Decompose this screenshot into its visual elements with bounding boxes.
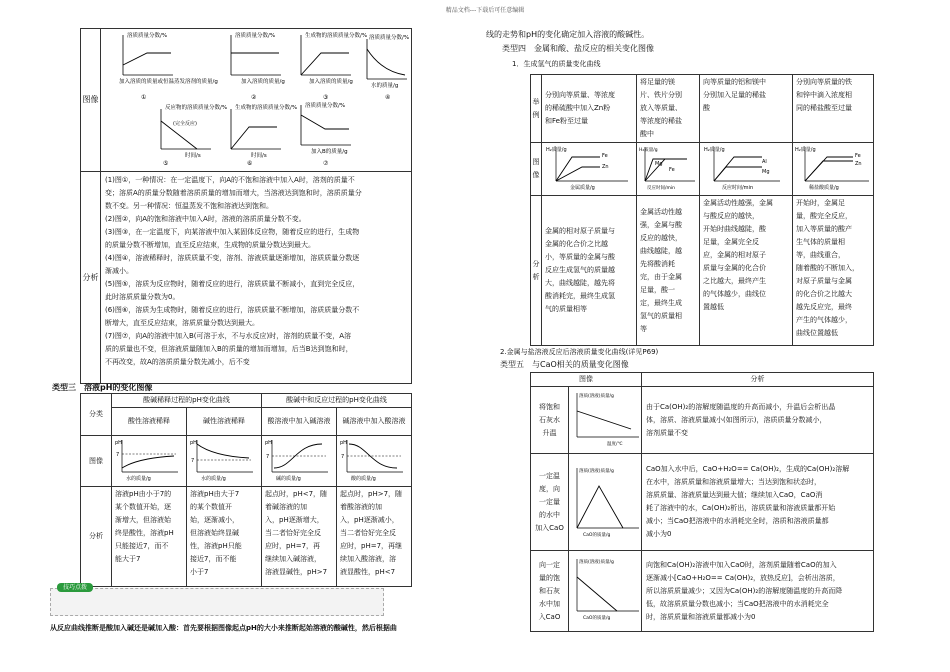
t5-row1-graph-cell bbox=[569, 387, 642, 454]
text-line: 在水中，溶质质量和溶液质量增大；当达到饱和状态时， bbox=[646, 478, 821, 486]
text-line: 金属的相对原子质量与 bbox=[545, 227, 615, 235]
ph-graph-1-xlabel: 水的质量/g bbox=[126, 476, 151, 482]
graph-1-ylabel: 溶质质量分数/% bbox=[127, 33, 168, 39]
t4-example-3 bbox=[700, 75, 793, 143]
ph-sub-base-dilution: 碱性溶液稀释 bbox=[187, 408, 262, 436]
t5-g2-curve bbox=[577, 486, 623, 528]
t4-graph-cell-4 bbox=[793, 143, 874, 196]
t5-g3-xlabel: CaO的质量/g bbox=[583, 616, 611, 621]
text-line: 应时，pH=7，再 bbox=[265, 542, 321, 550]
text-line: 的气体越少，曲线位 bbox=[703, 290, 766, 298]
t4-analysis-4 bbox=[793, 196, 874, 346]
text-line: 开始时曲线越陡，酸 bbox=[703, 225, 766, 233]
curve-4 bbox=[367, 49, 405, 75]
graph-5-num: ⑤ bbox=[163, 160, 169, 167]
t4-g4-s2: Zn bbox=[855, 161, 862, 167]
mass-fraction-table bbox=[80, 28, 412, 384]
t4-graph-1 bbox=[542, 143, 636, 191]
text-line: 生气体的质量相 bbox=[796, 238, 845, 246]
text-line: 足量，酸一 bbox=[640, 285, 675, 294]
text-line: 续加入酸溶液，溶 bbox=[340, 555, 396, 563]
type5-title: 类型五 与CaO相关的质量变化图像 bbox=[500, 360, 629, 369]
ph-graph-4-xlabel: 酸的质量/g bbox=[351, 476, 376, 482]
ph-cat-label: 分类 bbox=[81, 394, 112, 436]
text-line: 放入等质量、 bbox=[640, 104, 682, 112]
text-line: (1)图①，一种情况：在一定温度下，向A的不饱和溶液中加入A时，溶剂的质量不 bbox=[105, 176, 355, 184]
ph-graph-3-xlabel: 碱的质量/g bbox=[276, 476, 301, 482]
graph-cell bbox=[101, 29, 412, 172]
t5-g2-xlabel: CaO的质量/g bbox=[583, 533, 611, 538]
t5-row1-analysis bbox=[642, 387, 874, 454]
text-line: 和锌中滴入浓度相 bbox=[796, 91, 852, 99]
ph-graph-cell-4 bbox=[337, 436, 412, 487]
mass-fraction-graphs bbox=[101, 29, 411, 167]
text-line: 起点时，pH<7，随 bbox=[265, 490, 328, 498]
sub1-title: 1．生成氢气的质量变化曲线 bbox=[512, 60, 601, 68]
graph-1-xlabel: 加入溶质的质量或恒温蒸发溶剂的质量/g bbox=[119, 79, 218, 85]
text-line: 性，溶液pH只能 bbox=[190, 542, 242, 550]
t4-example-2 bbox=[637, 75, 700, 143]
text-line: 数不变。另一种情况：恒温蒸发不饱和溶液达到饱和。 bbox=[105, 202, 273, 210]
text-line: 向饱和Ca(OH)₂溶液中加入CaO时，溶剂质量随着CaO的加入 bbox=[646, 560, 837, 569]
text-line: 量，酸完全反应， bbox=[796, 212, 852, 220]
bottom-text: 从反应曲线推断是酸加入碱还是碱加入酸：首先要根据图像起点pH的大小来推断起始溶液的酸碱性，然后根据曲 bbox=[50, 624, 397, 632]
analysis-lines bbox=[105, 174, 407, 369]
graph-4 bbox=[367, 33, 409, 101]
graph-2-xlabel: 加入溶质的质量/g bbox=[241, 79, 285, 85]
t4-g2-curve-fe bbox=[645, 159, 687, 181]
text-line: 此时溶质质量分数为0。 bbox=[105, 293, 180, 301]
t4-g4-xlabel: 稀盐酸质量/g bbox=[809, 185, 839, 191]
t5-graph-1 bbox=[569, 387, 641, 449]
curve-6 bbox=[231, 127, 277, 149]
t4-g3-s1: Al bbox=[762, 159, 767, 165]
text-line: 之比越大，最终产生 bbox=[703, 277, 766, 285]
ph-graph-3 bbox=[262, 436, 336, 482]
text-line: 度，向 bbox=[539, 484, 560, 493]
t4-g4-s1: Fe bbox=[855, 153, 861, 159]
svg-text:pH: pH bbox=[190, 440, 197, 446]
text-line: 溶液pH由大于7 bbox=[190, 490, 240, 498]
t4-analysis-2 bbox=[637, 196, 700, 346]
text-line: 将饱和 bbox=[539, 402, 560, 411]
text-line: 渐增大，但溶液始 bbox=[115, 516, 171, 524]
ph-analysis-2 bbox=[187, 487, 262, 587]
text-line: 曲线位置越低 bbox=[796, 329, 838, 337]
text-line: 液显酸性，pH<7 bbox=[340, 568, 396, 576]
text-line: 溶质质量、溶液质量达到最大值；继续加入CaO，CaO消 bbox=[646, 491, 823, 499]
text-line: 逐渐减小[CaO+H₂O== Ca(OH)₂，放热反应]，会析出溶质， bbox=[646, 573, 840, 582]
text-line: 酸 bbox=[703, 104, 710, 112]
text-line: 断增大，直至反应结束，溶质质量分数达到最大。 bbox=[105, 319, 259, 327]
t5-row3-analysis bbox=[642, 551, 874, 632]
text-line: 耗了溶液中的水，Ca(OH)₂析出，溶质质量和溶液质量都开始 bbox=[646, 504, 836, 512]
text-line: 接近7，而不能 bbox=[190, 555, 237, 563]
text-line: 应，金属的相对原子 bbox=[703, 251, 766, 259]
text-line: 等 bbox=[640, 324, 647, 333]
curve-1 bbox=[123, 53, 171, 65]
sub2-title: 2.金属与盐溶液反应后溶液质量变化曲线(详见P69) bbox=[500, 348, 659, 356]
graph-5-ylabel: 反应物的溶质质量分数/% bbox=[165, 105, 228, 111]
svg-text:pH: pH bbox=[340, 440, 347, 446]
text-line: 着酸溶液的加 bbox=[340, 503, 382, 511]
text-line: 溶液显碱性，pH>7 bbox=[265, 568, 328, 576]
ph-graph-cell-3 bbox=[262, 436, 337, 487]
text-line: 曲线越陡，越 bbox=[640, 246, 682, 255]
text-line: 升温 bbox=[542, 428, 557, 437]
t4-image-label: 图像 bbox=[531, 143, 542, 196]
ph-group-dilution: 酸碱稀释过程的pH变化曲线 bbox=[112, 394, 262, 408]
text-line: 始，逐渐减小， bbox=[190, 516, 239, 524]
text-line: (6)图⑥，溶质为生成物时，随着反应的进行，溶质质量不断增加，溶质质量分数不 bbox=[105, 306, 360, 314]
graph-6 bbox=[231, 103, 297, 167]
ph-analysis-4 bbox=[337, 487, 412, 587]
ph-sub-acid-dilution: 酸性溶液稀释 bbox=[112, 408, 187, 436]
text-line: 量的饱 bbox=[539, 573, 560, 582]
svg-text:7: 7 bbox=[116, 452, 120, 458]
t5-g1-curve bbox=[577, 411, 631, 429]
text-line: 同的稀盐酸至过量 bbox=[796, 104, 852, 112]
text-line: (7)图⑦，向A的溶液中加入B(可溶于水，不与水反应)时，溶剂的质量不变，A溶 bbox=[105, 332, 352, 340]
t4-g2-curve-mg bbox=[645, 159, 687, 181]
graph-7-xlabel: 加入B的质量/g bbox=[311, 149, 348, 155]
t5-head-analysis: 分析 bbox=[642, 373, 874, 387]
text-line: 与酸反应的越快， bbox=[703, 212, 759, 220]
t4-example-label: 举例 bbox=[531, 75, 542, 143]
text-line: 氢气的质量相 bbox=[640, 311, 682, 320]
t5-head-image: 图像 bbox=[531, 373, 642, 387]
graph-2-num: ② bbox=[251, 94, 257, 101]
text-line: 酸消耗完，最终生成氢 bbox=[545, 292, 615, 300]
text-line: 酸中 bbox=[640, 130, 654, 138]
right-top-text: 线的走势和pH的变化确定加入溶液的酸碱性。 bbox=[486, 30, 650, 39]
ph-graph-cell-1 bbox=[112, 436, 187, 487]
t5-row2-graph-cell bbox=[569, 454, 642, 551]
text-line: 先将酸消耗 bbox=[640, 259, 675, 268]
ph-curve-1 bbox=[122, 456, 174, 468]
text-line: 越先反应完，最终 bbox=[796, 303, 852, 311]
t4-g1-s1: Fe bbox=[602, 153, 608, 159]
tip-label: 技巧点拨 bbox=[57, 583, 93, 592]
text-line: 渐减小。 bbox=[105, 267, 133, 275]
t4-example-1 bbox=[542, 75, 637, 143]
text-line: 等浓度的稀盐 bbox=[640, 117, 682, 125]
text-line: 向一定 bbox=[539, 560, 560, 569]
text-line: 开始时，金属足 bbox=[796, 199, 845, 207]
graph-4-num: ④ bbox=[385, 94, 391, 101]
text-line: 的水中 bbox=[539, 510, 560, 519]
svg-text:pH: pH bbox=[115, 440, 122, 446]
text-line: 一定温 bbox=[539, 471, 560, 480]
t4-g2-s1: Mg bbox=[655, 161, 663, 167]
text-line: 但溶液始终显碱 bbox=[190, 529, 239, 537]
ph-curve-2 bbox=[197, 444, 249, 458]
tip-box bbox=[50, 584, 384, 616]
t5-graph-3 bbox=[569, 551, 641, 627]
t4-analysis-3 bbox=[700, 196, 793, 346]
text-line: 体，溶质、溶液质量减小(如图所示)，溶质质量分数减小， bbox=[646, 415, 827, 424]
text-line: 分别向等质量的铁 bbox=[796, 78, 852, 86]
text-line: 由于Ca(OH)₂的溶解度随温度的升高而减小，升温后会析出晶 bbox=[646, 402, 836, 411]
t4-g3-curve-mg bbox=[714, 167, 762, 181]
row-label-analysis: 分析 bbox=[81, 172, 101, 384]
text-line: 质量与金属的化合价 bbox=[703, 264, 766, 272]
t4-graph-4 bbox=[793, 143, 873, 191]
graph-3-ylabel: 生成物的溶质质量分数/% bbox=[305, 33, 368, 39]
t4-g2-xlabel: 反应时间/min bbox=[647, 186, 676, 191]
ph-group-neutralization: 酸碱中和反应过程的pH变化曲线 bbox=[262, 394, 412, 408]
graph-6-ylabel: 生成物的溶质质量分数/% bbox=[235, 105, 298, 111]
text-line: (2)图②，向A的饱和溶液中加入A时，溶液的溶质质量分数不变。 bbox=[105, 215, 306, 223]
graph-3-num: ③ bbox=[323, 94, 329, 101]
svg-text:7: 7 bbox=[191, 458, 195, 464]
type4-title: 类型四 金属和酸、盐反应的相关变化图像 bbox=[502, 44, 654, 53]
text-line: 时，溶质质量和溶液质量都减小为0 bbox=[646, 612, 756, 621]
t4-analysis-1 bbox=[542, 196, 637, 346]
t4-g3-ylabel: H₂质量/g bbox=[704, 147, 725, 153]
ph-graph-4 bbox=[337, 436, 411, 482]
t4-g3-curve-al bbox=[714, 157, 762, 181]
text-line: 小于7 bbox=[190, 568, 209, 576]
text-line: 变；溶质A的质量分数随着溶质质量的增加而增大，当溶液达到饱和时，溶质质量分 bbox=[105, 189, 362, 197]
text-line: 金属活动性越 bbox=[640, 207, 682, 216]
t4-g3-s2: Mg bbox=[762, 169, 770, 175]
graph-4-xlabel: 水的质量/g bbox=[371, 83, 399, 89]
text-line: 加入等质量的酸产 bbox=[796, 225, 852, 233]
t5-row2-analysis bbox=[642, 454, 874, 551]
text-line: 向等质量的铝和镁中 bbox=[703, 78, 766, 86]
header-watermark: 精品文档---下载后可任意编辑 bbox=[445, 7, 525, 14]
text-line: (5)图⑤，溶质为反应物时，随着反应的进行，溶质质量不断减小，直到完全反应， bbox=[105, 280, 360, 288]
text-line: 反应的越快， bbox=[640, 233, 682, 242]
text-line: 不再改变，故A的溶质质量分数先减小，后不变 bbox=[105, 358, 250, 366]
text-line: 减小；当CaO把溶液中的水消耗完全时，溶质和溶液质量都 bbox=[646, 517, 829, 525]
ph-analysis-3 bbox=[262, 487, 337, 587]
t4-graph-cell-1 bbox=[542, 143, 637, 196]
t4-example-4 bbox=[793, 75, 874, 143]
text-line: 应时，pH=7，再继 bbox=[340, 542, 403, 550]
graph-2 bbox=[231, 31, 285, 101]
t5-g3-curve bbox=[577, 577, 617, 611]
text-line: 只能接近7，而不 bbox=[115, 542, 169, 550]
graph-3 bbox=[301, 31, 367, 101]
t4-g2-ylabel: H₂质量/g bbox=[639, 148, 658, 153]
t4-g1-ylabel: H₂质量/g bbox=[546, 147, 567, 153]
ph-graph-1 bbox=[112, 436, 186, 482]
text-line: 终是酸性，溶液pH bbox=[115, 529, 174, 537]
text-line: 起点时，pH>7，随 bbox=[340, 490, 403, 498]
t4-g3-xlabel: 反应时间/min bbox=[722, 185, 754, 191]
t5-g3-ylabel: 溶质(溶液)质量/g bbox=[579, 560, 614, 565]
text-line: 减小为0 bbox=[646, 530, 672, 538]
text-line: 产生的气体越少， bbox=[796, 316, 852, 324]
ph-table bbox=[80, 393, 412, 587]
metal-acid-table bbox=[530, 74, 874, 346]
graph-5 bbox=[161, 103, 227, 167]
text-line: 着碱溶液的加 bbox=[265, 503, 307, 511]
t4-graph-2 bbox=[637, 143, 699, 191]
text-line: CaO加入水中后，CaO+H₂O== Ca(OH)₂，生成的Ca(OH)₂溶解 bbox=[646, 465, 850, 473]
row-label-image: 图像 bbox=[81, 29, 101, 172]
ph-graph-2 bbox=[187, 436, 261, 482]
t4-g1-curve-zn bbox=[556, 167, 600, 181]
text-line: 的化合价之比越大 bbox=[796, 290, 852, 298]
ph-graph-cell-2 bbox=[187, 436, 262, 487]
graph-5-note: (完全反应) bbox=[173, 121, 197, 127]
text-line: 和Fe粉至过量 bbox=[545, 117, 588, 125]
graph-3-xlabel: 加入溶质的质量/g bbox=[309, 79, 353, 85]
t4-g2-s2: Fe bbox=[669, 167, 675, 173]
graph-7 bbox=[301, 101, 351, 167]
graph-1 bbox=[119, 31, 218, 101]
text-line: 强，金属与酸 bbox=[640, 220, 682, 229]
text-line: 水中加 bbox=[539, 599, 560, 608]
t4-graph-cell-3 bbox=[700, 143, 793, 196]
t5-row2-label bbox=[531, 454, 569, 551]
ph-analysis-label: 分析 bbox=[81, 487, 112, 587]
text-line: 的某个数值开 bbox=[190, 503, 232, 511]
t5-g1-ylabel: 溶质(溶液)质量/g bbox=[579, 394, 614, 399]
text-line: 继续加入碱溶液， bbox=[265, 555, 321, 563]
graph-6-num: ⑥ bbox=[247, 160, 253, 167]
t5-g2-ylabel: 溶质(溶液)质量/g bbox=[579, 469, 614, 474]
text-line: 等，曲线重合， bbox=[796, 251, 845, 259]
text-line: 入，pH逐渐减小， bbox=[340, 516, 399, 524]
ph-sub-acid-into-base: 碱溶液中加入酸溶液 bbox=[337, 408, 412, 436]
text-line: 某个数值开始，逐 bbox=[115, 503, 171, 511]
text-line: 溶液pH由小于7的 bbox=[115, 490, 172, 498]
graph-5-xlabel: 时间/s bbox=[185, 153, 201, 159]
t5-row3-label bbox=[531, 551, 569, 632]
ph-analysis-1 bbox=[112, 487, 187, 587]
text-line: 反应生成氢气的质量越 bbox=[545, 266, 615, 274]
text-line: 所以溶质质量减少；又因为Ca(OH)₂的溶解度随温度的升高而降 bbox=[646, 586, 843, 595]
svg-text:pH: pH bbox=[265, 440, 272, 446]
graph-2-ylabel: 溶质质量分数/% bbox=[235, 33, 276, 39]
text-line: 定，最终生成 bbox=[640, 298, 682, 307]
text-line: 完，由于金属 bbox=[640, 272, 682, 281]
text-line: 入CaO bbox=[538, 612, 561, 621]
text-line: 低，故溶质质量分数也减小；当CaO把溶液中的水消耗完全 bbox=[646, 599, 829, 608]
analysis-cell bbox=[101, 172, 412, 384]
type3-title: 类型三 溶液pH的变化图像 bbox=[52, 383, 153, 392]
text-line: 足量，金属完全反 bbox=[703, 238, 759, 246]
graph-7-ylabel: 溶质质量分数/% bbox=[305, 103, 346, 109]
t4-graph-3 bbox=[700, 143, 792, 191]
t4-analysis-label: 分析 bbox=[531, 196, 542, 346]
ph-sub-base-into-acid: 酸溶液中加入碱溶液 bbox=[262, 408, 337, 436]
ph-graph-2-xlabel: 水的质量/g bbox=[201, 476, 226, 482]
text-line: 入，pH逐渐增大， bbox=[265, 516, 324, 524]
svg-text:7: 7 bbox=[266, 454, 270, 460]
text-line: 当二者恰好完全反 bbox=[340, 529, 396, 537]
svg-text:7: 7 bbox=[341, 454, 345, 460]
t5-row3-graph-cell bbox=[569, 551, 642, 632]
text-line: 随着酸的不断加入， bbox=[796, 264, 859, 272]
text-line: 能大于7 bbox=[115, 555, 141, 563]
t5-graph-2 bbox=[569, 454, 641, 546]
t5-g1-xlabel: 温度/℃ bbox=[607, 442, 623, 447]
text-line: 将足量的镁 bbox=[640, 78, 675, 86]
text-line: 的质量分数不断增加，直至反应结束，生成物的质量分数达到最大。 bbox=[105, 241, 315, 249]
text-line: 分别向等质量、等浓度 bbox=[545, 91, 615, 99]
text-line: (4)图④，溶液稀释时，溶质质量不变，溶剂、溶液质量逐渐增加，溶质质量分数逐 bbox=[105, 254, 360, 262]
text-line: 小，等质量的金属与酸 bbox=[545, 253, 615, 261]
text-line: 气的质量相等 bbox=[545, 305, 587, 313]
text-line: 当二者恰好完全反 bbox=[265, 529, 321, 537]
t4-g1-s2: Zn bbox=[602, 164, 609, 170]
graph-1-num: ① bbox=[141, 94, 147, 101]
t4-g4-ylabel: H₂质量/g bbox=[795, 147, 816, 153]
graph-6-xlabel: 时间/s bbox=[251, 153, 267, 159]
text-line: 对原子质量与金属 bbox=[796, 277, 852, 285]
text-line: (3)图③，在一定温度下，向某溶液中加入某固体反应物，随着反应的进行，生成物 bbox=[105, 228, 360, 236]
curve-3 bbox=[301, 53, 349, 75]
text-line: 石灰水 bbox=[539, 415, 560, 424]
text-line: 分别加入足量的稀盐 bbox=[703, 91, 766, 99]
t4-graph-cell-2 bbox=[637, 143, 700, 196]
text-line: 加入CaO bbox=[535, 523, 564, 532]
t5-row1-label bbox=[531, 387, 569, 454]
cao-table bbox=[530, 372, 874, 632]
curve-7 bbox=[301, 115, 349, 129]
text-line: 溶剂质量不变 bbox=[646, 428, 688, 437]
text-line: 金属活动性越强，金属 bbox=[703, 199, 773, 207]
text-line: 大，曲线越陡，越先将 bbox=[545, 279, 615, 287]
text-line: 的稀硫酸中加入Zn粉 bbox=[545, 104, 611, 112]
text-line: 置越低 bbox=[703, 303, 724, 311]
t4-g4-curve-zn bbox=[805, 161, 853, 181]
text-line: 和石灰 bbox=[539, 586, 560, 595]
t4-g1-xlabel: 金属质量/g bbox=[570, 185, 595, 191]
text-line: 片、铁片分别 bbox=[640, 91, 682, 99]
graph-7-num: ⑦ bbox=[323, 160, 329, 167]
graph-4-ylabel: 溶质质量分数/% bbox=[369, 35, 410, 41]
text-line: 金属的化合价之比越 bbox=[545, 240, 608, 248]
text-line: 一定量 bbox=[539, 497, 560, 506]
text-line: 质的质量也不变，但溶液质量随加入B的质量的增加而增加，后当B达到饱和时， bbox=[105, 345, 353, 353]
ph-image-label: 图像 bbox=[81, 436, 112, 487]
